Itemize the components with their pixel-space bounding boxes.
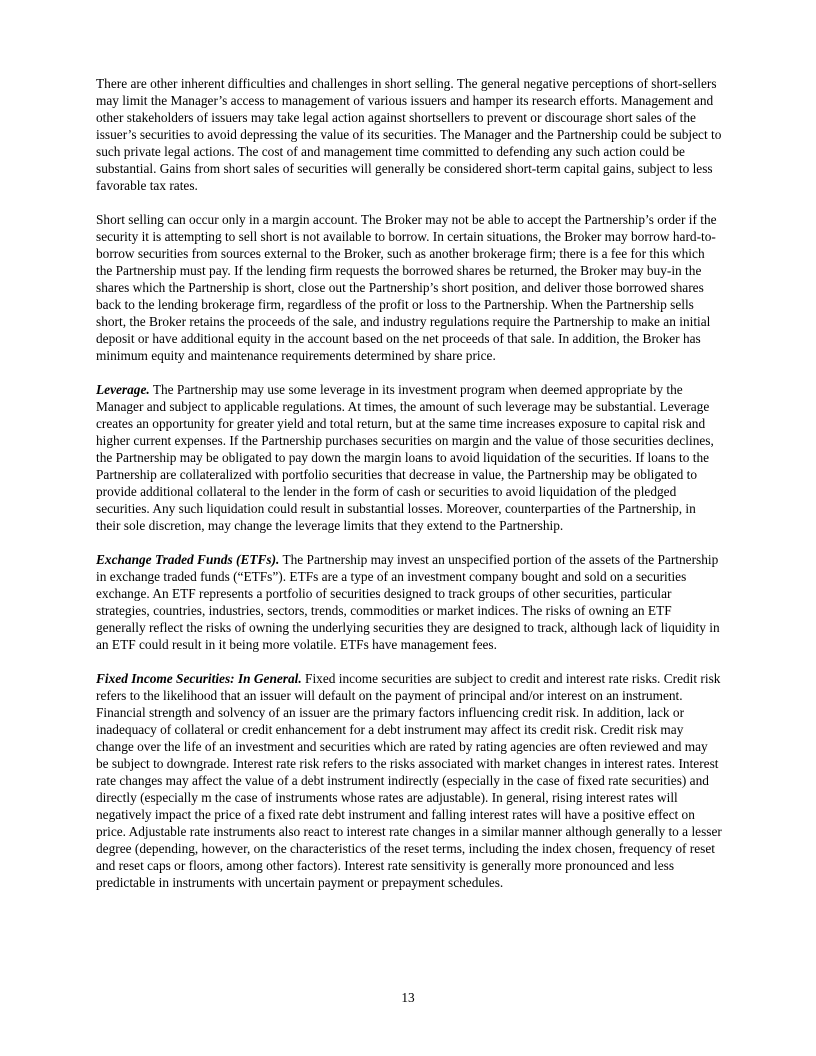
paragraph-margin-account	[96, 211, 722, 364]
paragraph-leverage	[96, 381, 722, 534]
paragraph-etfs	[96, 551, 722, 653]
paragraph-text: Fixed income securities are subject to credit and interest rate risks. Credit risk refers to the likelihood that an issuer will default on the payment of principal and/or interest on an instrument. Financial strength and solvency of an issuer are the primary factors influencing credit risk. In addition, lack or inadequacy of collateral or credit enhancement for a debt instrument may affect its credit risk. Credit risk may change over the life of an investment and securities which are rated by rating agencies are often reviewed and may be subject to downgrade. Interest rate risk refers to the risks associated with market changes in interest rates. Interest rate changes may affect the value of a debt instrument indirectly (especially in the case of fixed rate securities) and directly (especially m the case of instruments whose rates are adjustable). In general, rising interest rates will negatively impact the price of a fixed rate debt instrument and falling interest rates will have a positive effect on price. Adjustable rate instruments also react to interest rate changes in a similar manner although generally to a lesser degree (depending, however, on the characteristics of the reset terms, including the index chosen, frequency of reset and reset caps or floors, among other factors). Interest rate sensitivity is generally more pronounced and less predictable in instruments with uncertain payment or prepayment schedules.	[96, 671, 722, 890]
paragraph-text: There are other inherent difficulties and challenges in short selling. The general negative perceptions of short-sellers may limit the Manager’s access to management of various issuers and hamper its research efforts. Management and other stakeholders of issuers may take legal action against shortsellers to prevent or discourage short sales of the issuer’s securities to avoid depressing the value of its securities. The Manager and the Partnership could be subject to such private legal actions. The cost of and management time committed to defending any such action could be substantial. Gains from short sales of securities will generally be considered short-term capital gains, subject to less favorable tax rates.	[96, 76, 722, 193]
page-number: 13	[401, 990, 415, 1005]
paragraph-text: The Partnership may invest an unspecified portion of the assets of the Partnership in exchange traded funds (“ETFs”). ETFs are a type of an investment company bought and sold on a securities exchange. An ETF represents a portfolio of securities designed to track groups of other securities, particular strategies, countries, industries, sectors, trends, commodities or market indices. The risks of owning an ETF generally reflect the risks of owning the underlying securities they are designed to track, although lack of liquidity in an ETF could result in it being more volatile. ETFs have management fees.	[96, 552, 720, 652]
section-heading-fixed-income: Fixed Income Securities: In General.	[96, 671, 302, 686]
paragraph-fixed-income	[96, 670, 722, 891]
paragraph-text: Short selling can occur only in a margin account. The Broker may not be able to accept the Partnership’s order if the security it is attempting to sell short is not available to borrow. In certain situations, the Broker may borrow hard-to-borrow securities from sources external to the Broker, such as another brokerage firm; there is a fee for this which the Partnership must pay. If the lending firm requests the borrowed shares be returned, the Broker may buy-in the shares which the Partnership is short, close out the Partnership’s short position, and deliver those borrowed shares back to the lending brokerage firm, regardless of the profit or loss to the Partnership. When the Partnership sells short, the Broker retains the proceeds of the sale, and industry regulations require the Partnership to make an initial deposit or have additional equity in the account based on the net proceeds of that sale. In addition, the Broker has minimum equity and maintenance requirements determined by share price.	[96, 212, 717, 363]
paragraph-text: The Partnership may use some leverage in its investment program when deemed appropriate by the Manager and subject to applicable regulations. At times, the amount of such leverage may be substantial. Leverage creates an opportunity for greater yield and total return, but at the same time increases exposure to capital risk and higher current expenses. If the Partnership purchases securities on margin and the value of those securities declines, the Partnership may be obligated to pay down the margin loans to avoid liquidation of the securities. If loans to the Partnership are collateralized with portfolio securities that decrease in value, the Partnership may be obligated to provide additional collateral to the lender in the form of cash or securities to avoid liquidation of the pledged securities. Any such liquidation could result in substantial losses. Moreover, counterparties of the Partnership, in their sole discretion, may change the leverage limits that they extend to the Partnership.	[96, 382, 714, 533]
section-heading-etfs: Exchange Traded Funds (ETFs).	[96, 552, 280, 567]
paragraph-short-selling-difficulties	[96, 75, 722, 194]
document-body	[96, 75, 722, 908]
section-heading-leverage: Leverage.	[96, 382, 150, 397]
